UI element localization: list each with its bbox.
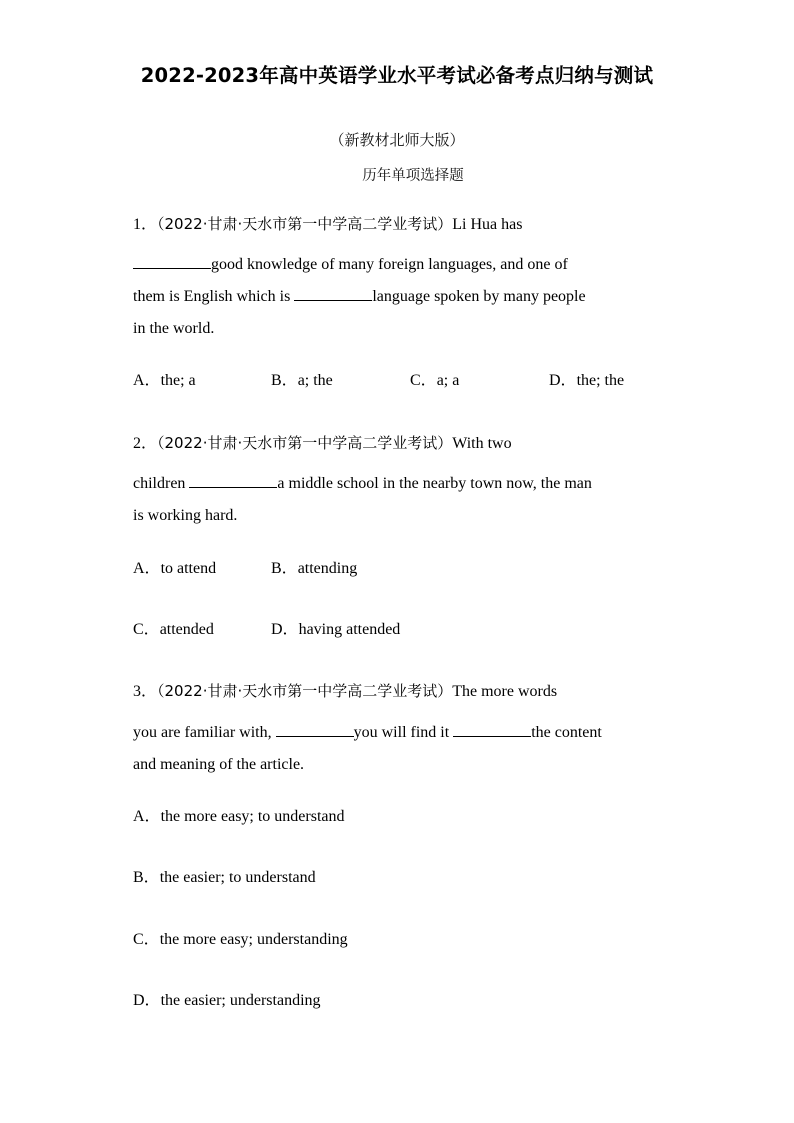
option-letter: B． [271,372,298,389]
document-subtitle: （新教材北师大版） [329,131,465,149]
option-text: a; a [436,372,460,389]
option-text: to attend [160,560,217,577]
answer-blank [453,722,531,737]
question-1-line-2 [133,254,568,276]
question-3-line-1 [133,680,557,703]
answer-blank [189,473,277,488]
option-b[interactable] [271,370,333,392]
option-text: the; the [576,372,625,389]
question-stem: Li Hua has [452,216,523,233]
option-c[interactable] [410,370,459,392]
option-c[interactable] [133,619,214,641]
question-stem: them is English which is [133,288,291,305]
option-letter: C． [410,372,437,389]
question-1-line-1 [133,213,522,236]
option-a[interactable] [133,558,216,580]
option-text: attended [159,621,214,638]
document-title: 2022-2023年高中英语学业水平考试必备考点归纳与测试 [140,64,654,87]
option-b[interactable] [133,867,316,889]
question-source: （2022·甘肃·天水市第一中学高二学业考试） [157,434,453,452]
option-text: the more easy; understanding [159,931,348,948]
option-d[interactable] [549,370,624,392]
option-letter: D． [271,621,299,638]
option-a[interactable] [133,806,345,828]
question-2-line-1 [133,432,512,455]
option-letter: A． [133,808,161,825]
question-source: （2022·甘肃·天水市第一中学高二学业考试） [157,215,453,233]
question-number: 1． [133,216,158,233]
question-stem: children [133,475,186,492]
question-2-line-3 [133,505,237,527]
answer-blank [294,286,372,301]
question-stem: in the world. [133,320,215,337]
option-text: having attended [298,621,401,638]
option-letter: A． [133,560,161,577]
answer-blank [276,722,354,737]
option-text: the; a [160,372,196,389]
option-letter: A． [133,372,161,389]
question-stem: language spoken by many people [372,288,586,305]
question-stem: The more words [452,683,558,700]
question-stem: and meaning of the article. [133,756,305,773]
option-text: the more easy; to understand [160,808,345,825]
option-letter: C． [133,931,160,948]
option-text: the easier; understanding [160,992,321,1009]
option-text: the easier; to understand [159,869,316,886]
question-2-line-2 [133,473,592,495]
question-stem: is working hard. [133,507,238,524]
option-letter: B． [133,869,160,886]
option-text: attending [297,560,358,577]
option-letter: D． [133,992,161,1009]
question-3-line-2 [133,722,602,744]
option-b[interactable] [271,558,357,580]
option-d[interactable] [271,619,400,641]
option-a[interactable] [133,370,196,392]
question-1-line-3 [133,286,586,308]
question-stem: a middle school in the nearby town now, the man [277,475,592,492]
question-source: （2022·甘肃·天水市第一中学高二学业考试） [157,682,453,700]
option-text: a; the [297,372,333,389]
question-stem: good knowledge of many foreign languages, and one of [211,256,568,273]
option-letter: C． [133,621,160,638]
question-number: 3． [133,683,158,700]
question-stem: the content [531,724,602,741]
question-1-line-4 [133,318,214,340]
option-c[interactable] [133,929,348,951]
question-stem: you will find it [353,724,450,741]
answer-blank [133,254,211,269]
question-stem: With two [452,435,512,452]
section-title: 历年单项选择题 [362,168,464,184]
option-d[interactable] [133,990,321,1012]
option-letter: B． [271,560,298,577]
option-letter: D． [549,372,577,389]
question-stem: you are familiar with, [133,724,272,741]
question-number: 2． [133,435,158,452]
question-3-line-3 [133,754,304,776]
